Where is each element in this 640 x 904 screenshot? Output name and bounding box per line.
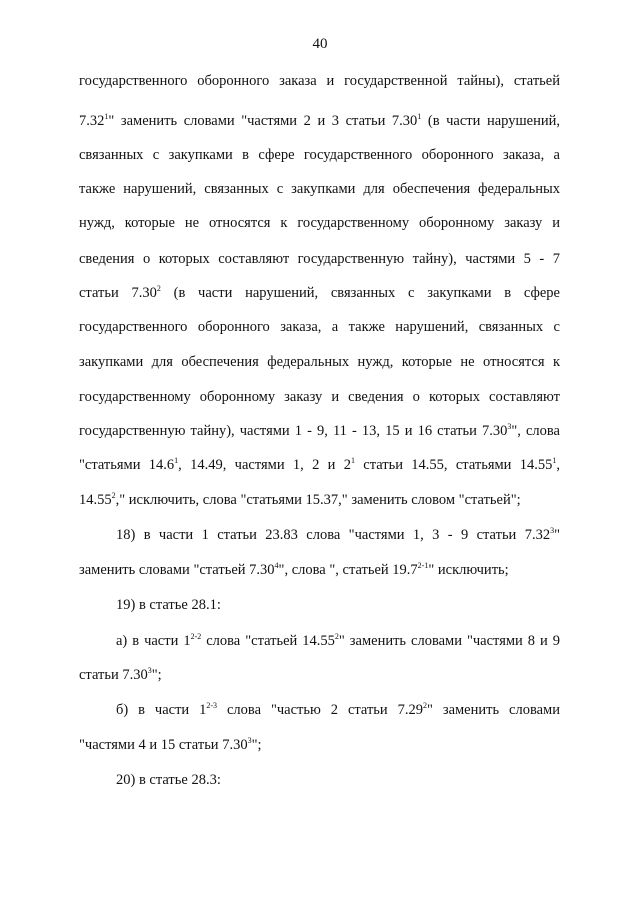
text-segment: " исключить;: [428, 562, 509, 578]
text-line: [79, 422, 560, 440]
text-segment: статьи 7.30: [79, 667, 148, 683]
text-line: [79, 250, 560, 268]
superscript: 1: [350, 456, 355, 465]
text-segment: государственного оборонного заказа и государственной тайны), статьей: [79, 73, 560, 89]
text-segment: б) в части 1: [116, 702, 207, 718]
text-line: [79, 388, 560, 406]
text-segment: ,: [556, 457, 560, 473]
superscript: 1: [174, 456, 179, 465]
text-line: [79, 666, 560, 684]
text-segment: государственного оборонного заказа, а также нарушений, связанных с: [79, 319, 560, 335]
text-segment: а) в части 1: [116, 633, 191, 649]
superscript: 3: [247, 736, 252, 745]
superscript: 4: [274, 561, 279, 570]
text-line: [79, 561, 560, 579]
superscript: 1: [104, 112, 109, 121]
text-segment: ";: [251, 737, 262, 753]
text-segment: слова "частью 2 статьи 7.29: [217, 702, 423, 718]
text-segment: закупками для обеспечения федеральных нужд, которые не относятся к: [79, 354, 560, 370]
text-line: [116, 701, 560, 719]
text-segment: ", слова ", статьей 19.7: [278, 562, 418, 578]
text-line: [79, 112, 560, 130]
text-segment: (в части нарушений,: [421, 113, 560, 129]
text-line: [79, 72, 560, 90]
text-segment: ", слова: [511, 423, 560, 439]
superscript: 2-2: [190, 632, 202, 641]
text-segment: 7.32: [79, 113, 105, 129]
text-segment: государственному оборонному заказу и сведения о которых составляют: [79, 389, 560, 405]
text-segment: " заменить словами: [426, 702, 560, 718]
superscript: 2: [422, 701, 427, 710]
text-segment: статьи 14.55, статьями 14.55: [354, 457, 553, 473]
text-line: [116, 596, 560, 614]
superscript: 1: [552, 456, 557, 465]
text-segment: 19) в статье 28.1:: [116, 597, 221, 613]
text-line: [79, 180, 560, 198]
text-segment: слова "статьей 14.55: [201, 633, 335, 649]
text-segment: государственную тайну), частями 1 - 9, 11 - 13, 15 и 16 статьи 7.30: [79, 423, 508, 439]
text-line: [79, 284, 560, 302]
text-line: [79, 736, 560, 754]
text-segment: 18) в части 1 статьи 23.83 слова "частями 1, 3 - 9 статьи 7.32: [116, 527, 551, 543]
text-line: [116, 526, 560, 544]
text-line: [79, 146, 560, 164]
page-number: 40: [312, 36, 328, 52]
superscript: 2-3: [206, 701, 218, 710]
text-segment: сведения о которых составляют государственную тайну), частями 5 - 7: [79, 251, 560, 267]
text-line: [79, 214, 560, 232]
text-segment: , 14.49, частями 1, 2 и 2: [178, 457, 351, 473]
text-segment: также нарушений, связанных с закупками для обеспечения федеральных: [79, 181, 560, 197]
superscript: 3: [147, 666, 152, 675]
text-segment: " заменить словами "частями 8 и 9: [338, 633, 560, 649]
superscript: 2: [111, 491, 116, 500]
text-line: [79, 318, 560, 336]
superscript: 2-1: [417, 561, 429, 570]
superscript: 1: [417, 112, 422, 121]
text-segment: " заменить словами "частями 2 и 3 статьи 7.30: [108, 113, 418, 129]
superscript: 3: [550, 526, 555, 535]
text-segment: нужд, которые не относятся к государственному оборонному заказу и: [79, 215, 560, 231]
superscript: 2: [156, 284, 161, 293]
text-segment: ": [554, 527, 560, 543]
text-segment: связанных с закупками в сфере государственного оборонного заказа, а: [79, 147, 560, 163]
text-segment: ," исключить, слова "статьями 15.37," заменить словом "статьей";: [115, 492, 521, 508]
text-line: [79, 491, 560, 509]
text-segment: "статьями 14.6: [79, 457, 175, 473]
superscript: 2: [334, 632, 339, 641]
text-segment: 20) в статье 28.3:: [116, 772, 221, 788]
text-segment: 14.55: [79, 492, 112, 508]
text-segment: заменить словами "статьей 7.30: [79, 562, 275, 578]
text-segment: (в части нарушений, связанных с закупками в сфере: [160, 285, 560, 301]
text-line: [116, 771, 560, 789]
text-segment: "частями 4 и 15 статьи 7.30: [79, 737, 248, 753]
superscript: 3: [507, 422, 512, 431]
text-line: [79, 353, 560, 371]
text-segment: ";: [151, 667, 162, 683]
text-line: [79, 456, 560, 474]
text-line: [116, 632, 560, 650]
text-segment: статьи 7.30: [79, 285, 157, 301]
